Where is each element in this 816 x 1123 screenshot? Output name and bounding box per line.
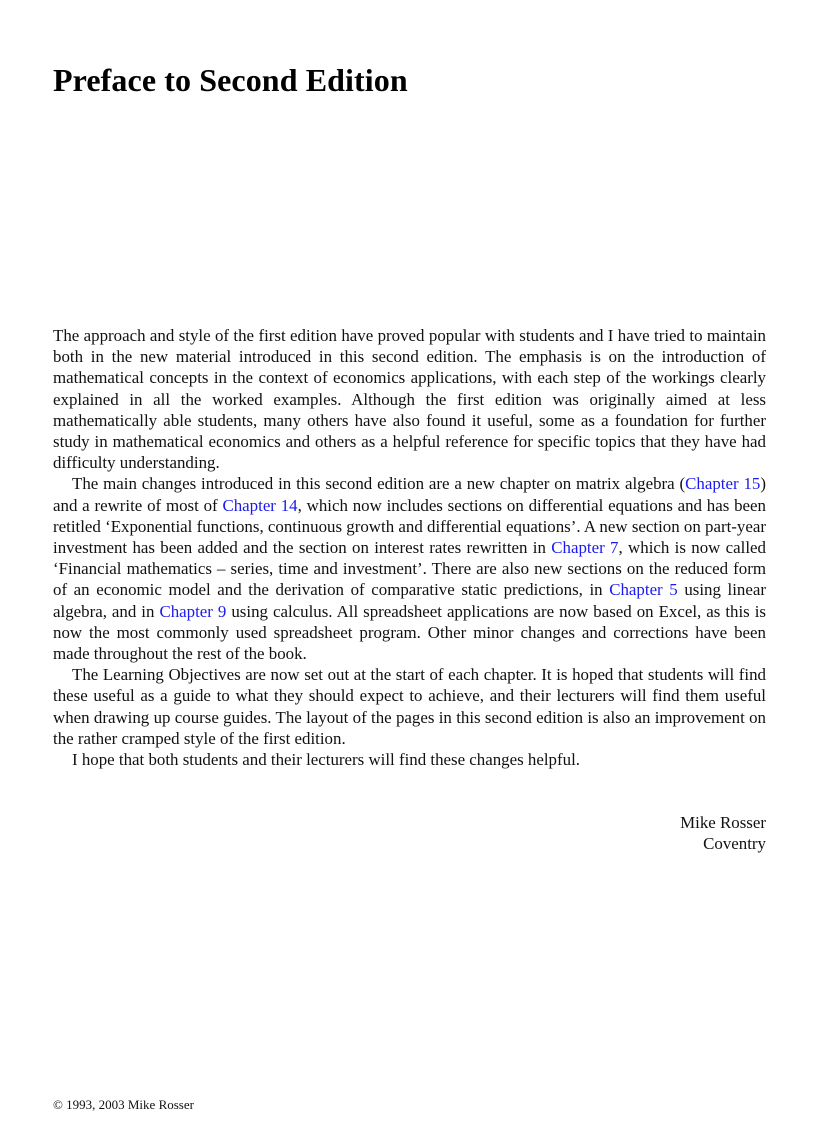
paragraph-2-text-4: , which is now called ‘Financial mathematics – series, time and investment’. There are also new sections on the reduced form of an economic model and the derivation of comparative static predictions, in [53,538,766,600]
paragraph-3: The Learning Objectives are now set out at the start of each chapter. It is hoped that students will find these useful as a guide to what they should expect to achieve, and their lecturers will find them useful when drawing up course guides. The layout of the pages in this second edition is also an improvement on the rather cramped style of the first edition. [53,665,766,748]
paragraph-4: I hope that both students and their lecturers will find these changes helpful. [72,750,580,770]
link-chapter-15[interactable]: Chapter 15 [685,474,761,494]
paragraph-2-text-1: The main changes introduced in this second edition are a new chapter on matrix algebra ( [72,474,686,494]
link-chapter-14[interactable]: Chapter 14 [222,495,298,515]
link-chapter-7[interactable]: Chapter 7 [551,538,619,558]
paragraph-2 [53,473,766,664]
author-location: Coventry [703,834,766,854]
link-chapter-5[interactable]: Chapter 5 [609,580,678,600]
author-name: Mike Rosser [680,813,766,832]
paragraph-2-text-2: ) and a rewrite of most of [53,474,766,515]
copyright-notice: © 1993, 2003 Mike Rosser [53,1097,194,1112]
paragraph-2-text-6: using calculus. All spreadsheet applications are now based on Excel, as this is now the most commonly used spreadsheet program. Other minor changes and corrections have been made throughout the rest of the book. [53,601,766,664]
signature-block [680,812,766,854]
preface-body [53,325,766,770]
page-title: Preface to Second Edition [53,62,408,98]
paragraph-1: The approach and style of the first edition have proved popular with students and I have tried to maintain both in the new material introduced in this second edition. The emphasis is on the introduction of mathematical concepts in the context of economics applications, with each step of the workings clearly explained in all the worked examples. Although the first edition was originally aimed at less mathematically able students, many others have also found it useful, some as a foundation for further study in mathematical economics and others as a helpful reference for specific topics that they have had difficulty understanding. [53,326,766,473]
link-chapter-9[interactable]: Chapter 9 [159,601,227,621]
paragraph-2-text-5: using linear algebra, and in [53,580,766,621]
paragraph-2-text-3: , which now includes sections on differential equations and has been retitled ‘Exponential functions, continuous growth and differential equations’. A new section on part-year investment has been added and the section on interest rates rewritten in [53,495,766,558]
